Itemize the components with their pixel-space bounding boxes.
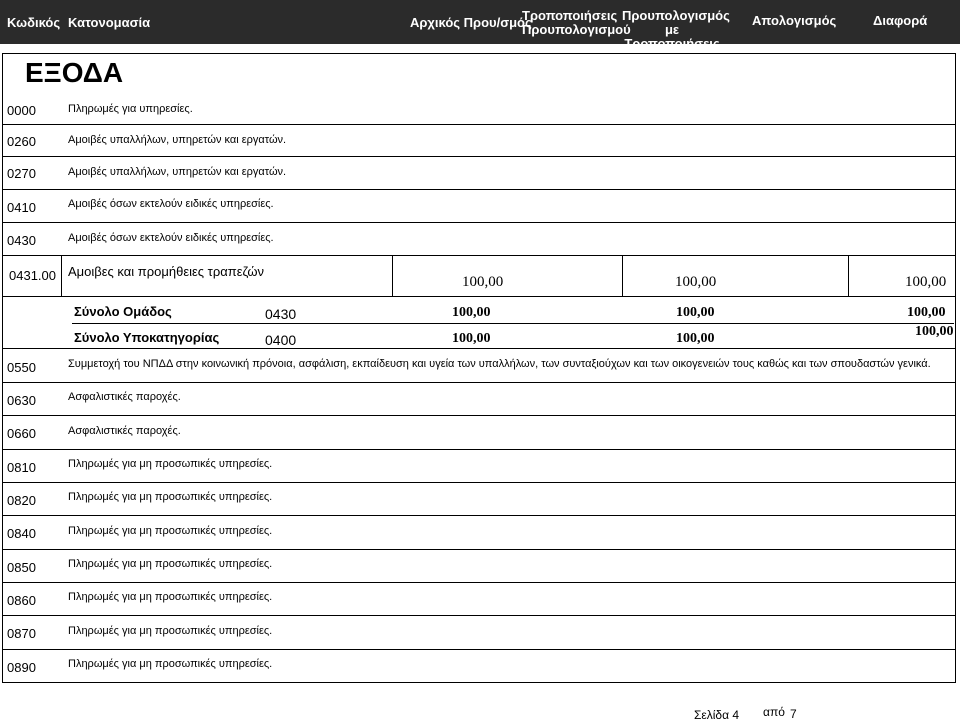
subcategory-total-code: 0400 xyxy=(265,332,297,348)
total-divider xyxy=(72,323,954,324)
row-divider xyxy=(2,415,956,416)
row-divider xyxy=(2,348,956,349)
row-code: 0810 xyxy=(7,460,36,475)
row-desc: Αμοιβές όσων εκτελούν ειδικές υπηρεσίες. xyxy=(68,232,274,244)
row-divider xyxy=(2,382,956,383)
subcategory-total-budget: 100,00 xyxy=(452,331,491,346)
row-code: 0840 xyxy=(7,526,36,541)
col-header-code: Κωδικός xyxy=(7,15,61,30)
row-desc: Πληρωμές για μη προσωπικές υπηρεσίες. xyxy=(68,525,273,537)
row-code: 0410 xyxy=(7,200,36,215)
row-desc: Πληρωμές για μη προσωπικές υπηρεσίες. xyxy=(68,591,273,603)
detail-code: 0431.00 xyxy=(9,268,56,283)
row-divider xyxy=(2,124,956,125)
row-divider xyxy=(2,156,956,157)
row-divider xyxy=(2,549,956,550)
row-divider xyxy=(2,482,956,483)
column-divider xyxy=(392,256,393,296)
row-code: 0550 xyxy=(7,360,36,375)
subcategory-total-difference: 100,00 xyxy=(915,324,954,339)
row-code: 0000 xyxy=(7,103,36,118)
column-divider xyxy=(622,256,623,296)
page-total: 7 xyxy=(790,707,797,721)
row-code: 0850 xyxy=(7,560,36,575)
row-code: 0890 xyxy=(7,660,36,675)
row-code: 0260 xyxy=(7,134,36,149)
row-code: 0630 xyxy=(7,393,36,408)
row-divider xyxy=(2,449,956,450)
group-total-difference: 100,00 xyxy=(907,305,946,320)
page-of-label: από xyxy=(763,705,785,719)
row-desc: Πληρωμές για μη προσωπικές υπηρεσίες. xyxy=(68,558,273,570)
row-desc: Ασφαλιστικές παροχές. xyxy=(68,425,181,437)
row-divider xyxy=(2,582,956,583)
col-header-difference: Διαφορά xyxy=(873,13,928,28)
row-code: 0430 xyxy=(7,233,36,248)
row-divider xyxy=(2,296,956,297)
page-number: Σελίδα 4 xyxy=(694,708,740,722)
table-header xyxy=(0,0,960,51)
group-total-budget: 100,00 xyxy=(452,305,491,320)
row-divider xyxy=(2,515,956,516)
group-total-label: Σύνολο Ομάδος xyxy=(74,304,172,319)
row-divider xyxy=(2,189,956,190)
column-divider xyxy=(848,256,849,296)
group-total-accounts: 100,00 xyxy=(676,305,715,320)
row-desc: Αμοιβές όσων εκτελούν ειδικές υπηρεσίες. xyxy=(68,198,274,210)
row-code: 0860 xyxy=(7,593,36,608)
group-total-code: 0430 xyxy=(265,306,297,322)
col-header-name: Κατονομασία xyxy=(68,15,151,30)
row-desc: Πληρωμές για υπηρεσίες. xyxy=(68,103,193,115)
row-divider xyxy=(2,615,956,616)
detail-desc: Αμοιβες και προμήθειες τραπεζών xyxy=(68,264,265,279)
col-header-modifications: Τροποποιήσεις Προυπολογισμού xyxy=(522,8,631,37)
row-desc: Πληρωμές για μη προσωπικές υπηρεσίες. xyxy=(68,458,273,470)
row-desc: Ασφαλιστικές παροχές. xyxy=(68,391,181,403)
row-code: 0660 xyxy=(7,426,36,441)
detail-value-accounts: 100,00 xyxy=(675,274,717,290)
row-code: 0820 xyxy=(7,493,36,508)
subcategory-total-accounts: 100,00 xyxy=(676,331,715,346)
subcategory-total-label: Σύνολο Υποκατηγορίας xyxy=(74,330,220,345)
row-divider xyxy=(2,255,956,256)
row-code: 0870 xyxy=(7,626,36,641)
col-header-budget-with-mods: Προυπολογισμός με Τροποποιήσεις xyxy=(622,8,730,51)
row-code: 0270 xyxy=(7,166,36,181)
row-divider xyxy=(2,222,956,223)
row-desc: Πληρωμές για μη προσωπικές υπηρεσίες. xyxy=(68,658,273,670)
row-desc: Αμοιβές υπαλλήλων, υπηρετών και εργατών. xyxy=(68,166,287,178)
row-desc: Συμμετοχή του ΝΠΔΔ στην κοινωνική πρόνοια, ασφάλιση, εκπαίδευση και υγεία των υπαλλήλων, των συνταξιούχων και των οικογενειών τους καθώς και των σπουδαστών γενικά. xyxy=(68,358,931,370)
row-desc: Πληρωμές για μη προσωπικές υπηρεσίες. xyxy=(68,625,273,637)
detail-value-budget: 100,00 xyxy=(462,274,504,290)
row-divider xyxy=(2,649,956,650)
col-header-initial-budget: Αρχικός Πρου/σμός xyxy=(410,15,532,30)
row-desc: Πληρωμές για μη προσωπικές υπηρεσίες. xyxy=(68,491,273,503)
col-header-accounts: Απολογισμός xyxy=(752,13,837,28)
row-desc: Αμοιβές υπαλλήλων, υπηρετών και εργατών. xyxy=(68,134,287,146)
column-divider xyxy=(61,256,62,296)
detail-value-difference: 100,00 xyxy=(905,274,947,290)
section-title: ΕΞΟΔΑ xyxy=(25,57,124,88)
